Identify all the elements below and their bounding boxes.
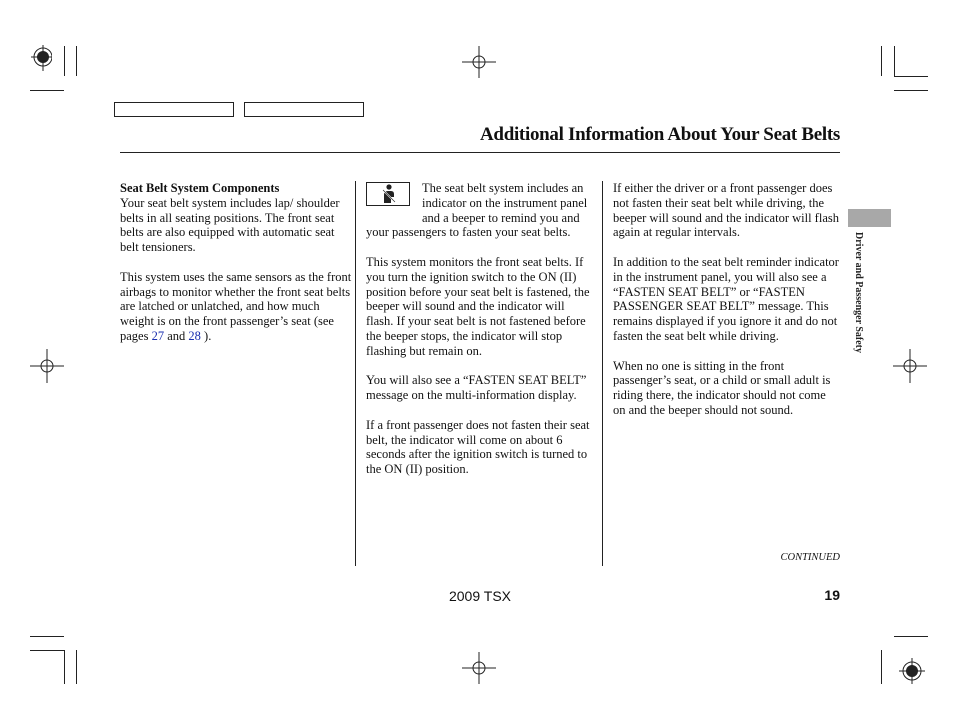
column-1 — [120, 181, 352, 359]
paragraph — [613, 359, 841, 418]
crop-line — [894, 46, 895, 76]
section-label: Driver and Passenger Safety — [853, 232, 864, 354]
paragraph — [613, 181, 841, 240]
paragraph-text: The seat belt system includes an indicator on the instrument panel and a beeper to remind you and your passengers to fasten your seat belts. — [366, 181, 588, 240]
column-divider — [602, 181, 603, 566]
page-title: Additional Information About Your Seat Belts — [480, 124, 840, 145]
registration-target-icon — [30, 44, 52, 72]
paragraph-text: When no one is sitting in the front passenger’s seat, or a child or small adult is riding there, the indicator should not come on and the beeper should not sound. — [613, 358, 831, 417]
header-tab-box — [114, 102, 234, 117]
paragraph — [120, 270, 352, 344]
page-link-28[interactable]: 28 — [188, 328, 201, 343]
crosshair-icon — [462, 46, 496, 78]
crop-line — [30, 636, 64, 637]
paragraph-text: ). — [204, 328, 212, 343]
page-number: 19 — [824, 587, 840, 603]
paragraph-text: If a front passenger does not fasten their seat belt, the indicator will come on about 6 seconds after the ignition switch is turned to the ON (II) position. — [366, 417, 590, 477]
crop-line — [894, 90, 928, 91]
paragraph-text: This system monitors the front seat belts. If you turn the ignition switch to the ON (II) position before your seat belt is fastened, the beeper will sound and the indicator will flash. If your seat belt is not fastened before the beeper stops, the indicator will stop flashing but remain on. — [366, 254, 590, 358]
crop-line — [64, 650, 65, 684]
paragraph — [613, 255, 841, 344]
column-divider — [355, 181, 356, 566]
crop-line — [76, 650, 77, 684]
crosshair-icon — [30, 349, 64, 383]
icon-spacer — [366, 181, 422, 211]
paragraph-text: This system uses the same sensors as the front airbags to monitor whether the front seat belts are latched or unlatched, and how much weight is on the front passenger’s seat (see pages — [120, 269, 352, 343]
paragraph-text: In addition to the seat belt reminder indicator in the instrument panel, you will also see a “FASTEN SEAT BELT” or “FASTEN PASSENGER SEAT BELT” message. This remains displayed if you ignore it and do not fasten the seat belt while driving. — [613, 254, 839, 343]
crop-line — [881, 650, 882, 684]
crop-line — [894, 636, 928, 637]
crop-line — [881, 46, 882, 76]
title-divider — [120, 152, 840, 153]
paragraph — [366, 181, 594, 240]
column-2 — [366, 181, 594, 492]
page-link-27[interactable]: 27 — [151, 328, 165, 343]
crosshair-icon — [893, 349, 927, 383]
section-tab — [848, 209, 891, 227]
crop-line — [64, 46, 65, 76]
paragraph — [366, 255, 594, 359]
column-3 — [613, 181, 841, 433]
paragraph — [366, 418, 594, 477]
crop-line — [30, 650, 64, 651]
paragraph-text: Your seat belt system includes lap/ shoulder belts in all seating positions. The front seat belts are also equipped with automatic seat belt tensioners. — [120, 195, 340, 255]
registration-target-icon — [898, 656, 926, 686]
model-label: 2009 TSX — [448, 588, 511, 604]
crop-line — [894, 76, 928, 77]
paragraph-text: You will also see a “FASTEN SEAT BELT” message on the multi-information display. — [366, 373, 587, 403]
section-heading: Seat Belt System Components — [120, 181, 280, 195]
continued-label: CONTINUED — [780, 552, 840, 563]
header-tab-box — [244, 102, 364, 117]
paragraph — [120, 181, 352, 255]
paragraph-text: If either the driver or a front passenger does not fasten their seat belt while driving, the beeper will sound and the indicator will flash again at regular intervals. — [613, 181, 839, 240]
crop-line — [30, 90, 64, 91]
crop-line — [76, 46, 77, 76]
paragraph-text: and — [167, 328, 186, 343]
paragraph — [366, 373, 594, 403]
crosshair-icon — [462, 652, 496, 684]
